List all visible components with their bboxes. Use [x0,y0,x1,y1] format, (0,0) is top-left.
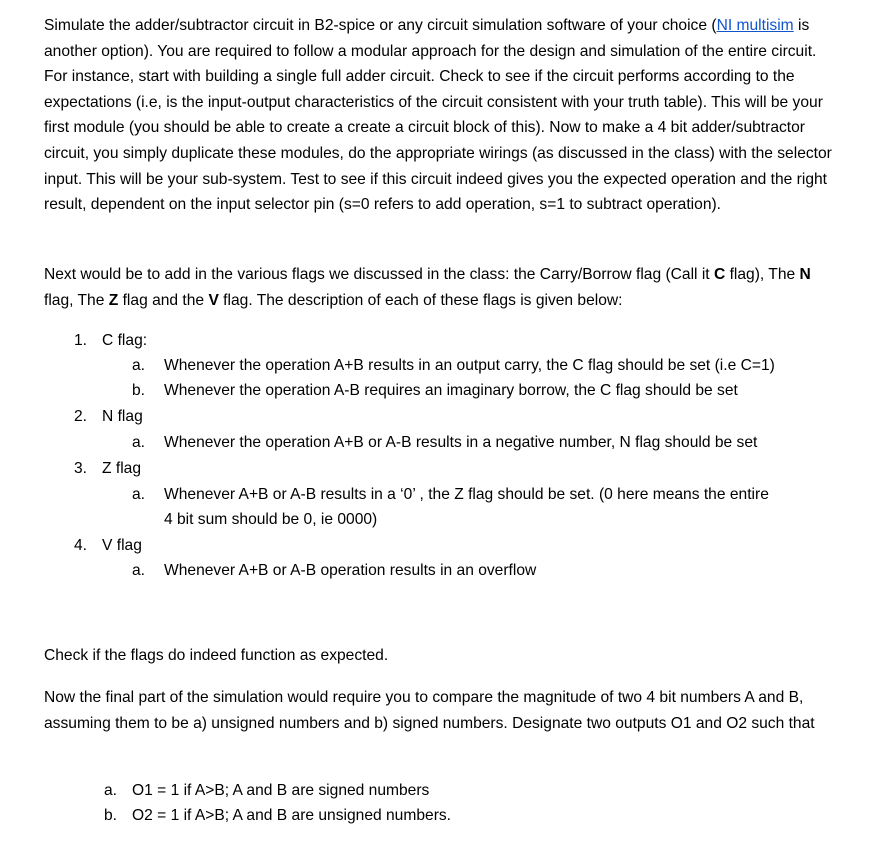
intro-paragraph [44,13,834,218]
sub-item-v-a [132,558,536,584]
sub-letter: a. [132,562,146,579]
flags-intro-text-1: Next would be to add in the various flags we discussed in the class: the Carry/Borrow flag (Call it [44,266,714,283]
sub-item-z-a-cont [164,507,377,533]
list-item-c-flag [74,328,147,354]
sub-letter: b. [132,382,146,399]
n-flag-bold: N [799,266,811,283]
n-flag-label: N flag [102,408,143,425]
list-item-n-flag [74,404,143,430]
sub-item-c-b [132,378,738,404]
ni-multisim-link[interactable]: NI multisim [716,17,794,34]
z-flag-a-text: Whenever A+B or A-B results in a ‘0’ , the Z flag should be set. (0 here means the entire [164,486,769,503]
list-number: 2. [74,408,88,425]
flags-intro-text-5: flag. The description of each of these flags is given below: [218,291,623,309]
z-flag-bold: Z [108,291,119,309]
intro-text-2: is another option). You are required to follow a modular approach for the design and simulation of the entire circuit. For instance, start with building a single full adder circuit. Check to see if the circuit performs according to the expectations (i.e, is the input-output characteristics of the circuit consistent with your truth table). This will be your first module (you should be able to create a create a circuit block of this). Now to make a 4 bit adder/subtractor circuit, you simply duplicate these modules, do the appropriate wirings (as discussed in the class) with the selector input. This will be your sub-system. Test to see if this circuit indeed gives you the expected operation and the right result, dependent on the input selector pin (s=0 refers to add operation, s=1 to subtract operation). [44,17,832,214]
sub-letter: a. [132,434,146,451]
flags-intro-paragraph [44,262,834,313]
sub-item-c-a [132,353,775,379]
magnitude-compare-paragraph: Now the final part of the simulation would require you to compare the magnitude of two 4 bit numbers A and B, assuming them to be a) unsigned numbers and b) signed numbers. Designate two outputs O1 and O2 such that [44,689,815,732]
sub-letter: b. [104,807,118,824]
z-flag-a-text-cont: 4 bit sum should be 0, ie 0000) [164,511,378,528]
c-flag-b-text: Whenever the operation A-B requires an imaginary borrow, the C flag should be set [164,382,738,399]
sub-letter: a. [132,357,146,374]
sub-item-n-a [132,430,757,456]
sub-item-z-a [132,482,769,508]
v-flag-label: V flag [102,537,142,554]
z-flag-label: Z flag [102,460,141,477]
o2-text: O2 = 1 if A>B; A and B are unsigned numbers. [132,807,452,824]
list-item-v-flag [74,533,142,559]
c-flag-a-text: Whenever the operation A+B results in an output carry, the C flag should be set (i.e C=1) [164,357,775,374]
check-flags-paragraph: Check if the flags do indeed function as expected. [44,647,389,664]
sub-letter: a. [104,782,118,799]
flags-intro-text-3: flag, The [44,291,109,309]
sub-letter: a. [132,486,146,503]
list-number: 1. [74,332,88,349]
v-flag-bold: V [208,291,219,309]
c-flag-bold: C [713,266,726,283]
list-item-z-flag [74,456,141,482]
flags-intro-text-4: flag and the [118,291,209,309]
n-flag-a-text: Whenever the operation A+B or A-B results in a negative number, N flag should be set [164,434,758,451]
intro-text-1: Simulate the adder/subtractor circuit in B2-spice or any circuit simulation software of your choice ( [44,17,717,34]
list-number: 4. [74,537,88,554]
output-item-o1 [104,778,429,804]
flags-intro-text-2: flag), The [725,266,800,283]
c-flag-label: C flag: [102,332,148,349]
v-flag-a-text: Whenever A+B or A-B operation results in an overflow [164,562,537,579]
o1-text: O1 = 1 if A>B; A and B are signed numbers [132,782,430,799]
list-number: 3. [74,460,88,477]
output-item-o2 [104,803,451,829]
